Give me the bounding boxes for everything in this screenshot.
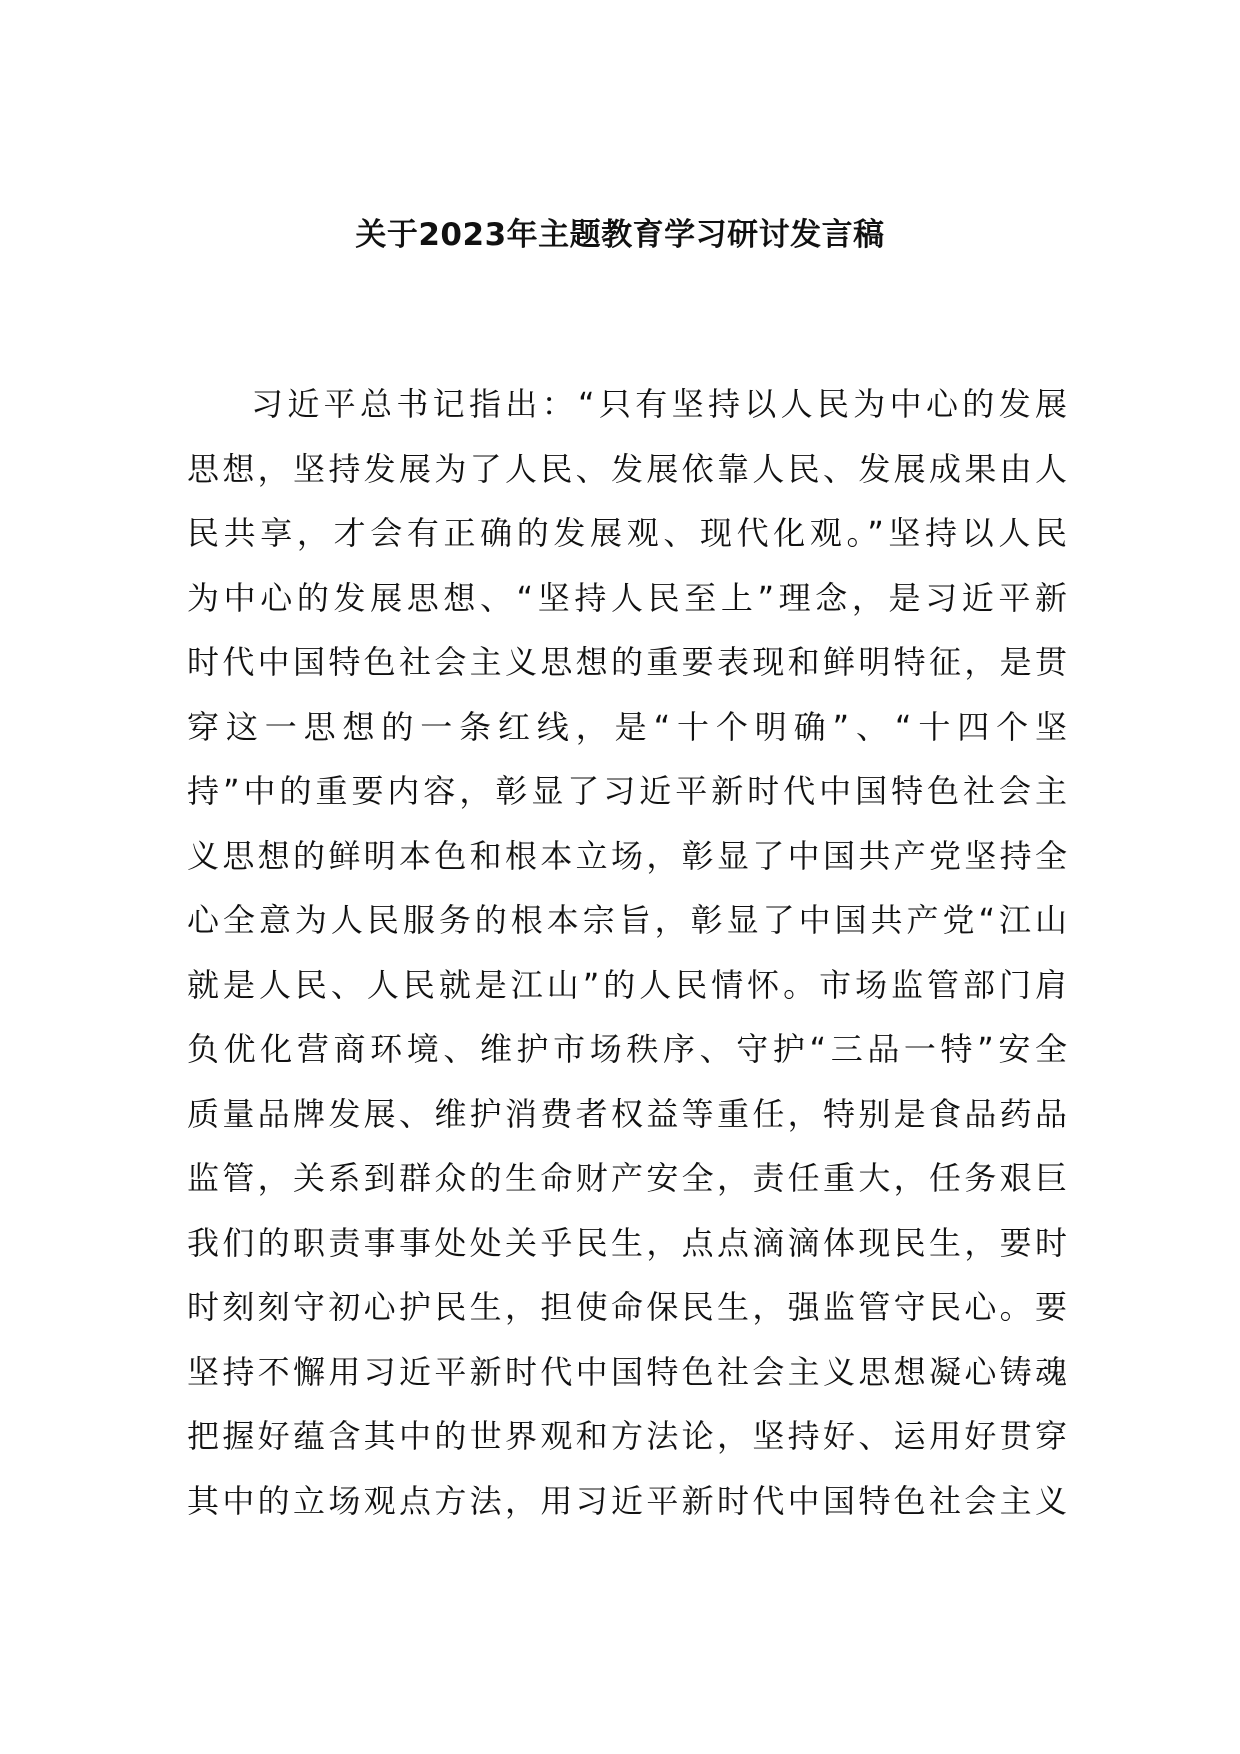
- body-line: 思想，坚持发展为了人民、发展依靠人民、发展成果由人: [187, 449, 1067, 488]
- body-line: 穿这一思想的一条红线，是“十个明确”、“十四个坚: [187, 707, 1067, 746]
- body-line: 心全意为人民服务的根本宗旨，彰显了中国共产党“江山: [187, 901, 1067, 939]
- body-line: 把握好蕴含其中的世界观和方法论，坚持好、运用好贯穿: [187, 1417, 1067, 1455]
- document-body: [187, 372, 1067, 1533]
- body-line: 时刻刻守初心护民生，担使命保民生，强监管守民心。要: [187, 1288, 1067, 1326]
- body-line: 我们的职责事事处处关乎民生，点点滴滴体现民生，要时: [187, 1223, 1067, 1262]
- body-line: 持”中的重要内容，彰显了习近平新时代中国特色社会主: [187, 772, 1067, 810]
- document-title: 关于2023年主题教育学习研讨发言稿: [355, 217, 885, 253]
- body-line: 其中的立场观点方法，用习近平新时代中国特色社会主义: [187, 1481, 1067, 1520]
- body-line: 坚持不懈用习近平新时代中国特色社会主义思想凝心铸魂: [187, 1352, 1067, 1391]
- body-line: 负优化营商环境、维护市场秩序、守护“三品一特”安全: [187, 1030, 1067, 1068]
- body-line: 习近平总书记指出：“只有坚持以人民为中心的发展: [251, 385, 1067, 423]
- body-line: 义思想的鲜明本色和根本立场，彰显了中国共产党坚持全: [187, 836, 1067, 875]
- body-line: 时代中国特色社会主义思想的重要表现和鲜明特征，是贯: [187, 643, 1067, 681]
- body-line: 监管，关系到群众的生命财产安全，责任重大，任务艰巨: [187, 1159, 1067, 1197]
- body-line: 就是人民、人民就是江山”的人民情怀。市场监管部门肩: [187, 965, 1067, 1004]
- body-line: 质量品牌发展、维护消费者权益等重任，特别是食品药品: [187, 1094, 1067, 1133]
- body-line: 民共享，才会有正确的发展观、现代化观。”坚持以人民: [187, 514, 1067, 552]
- body-line: 为中心的发展思想、“坚持人民至上”理念，是习近平新: [187, 578, 1067, 617]
